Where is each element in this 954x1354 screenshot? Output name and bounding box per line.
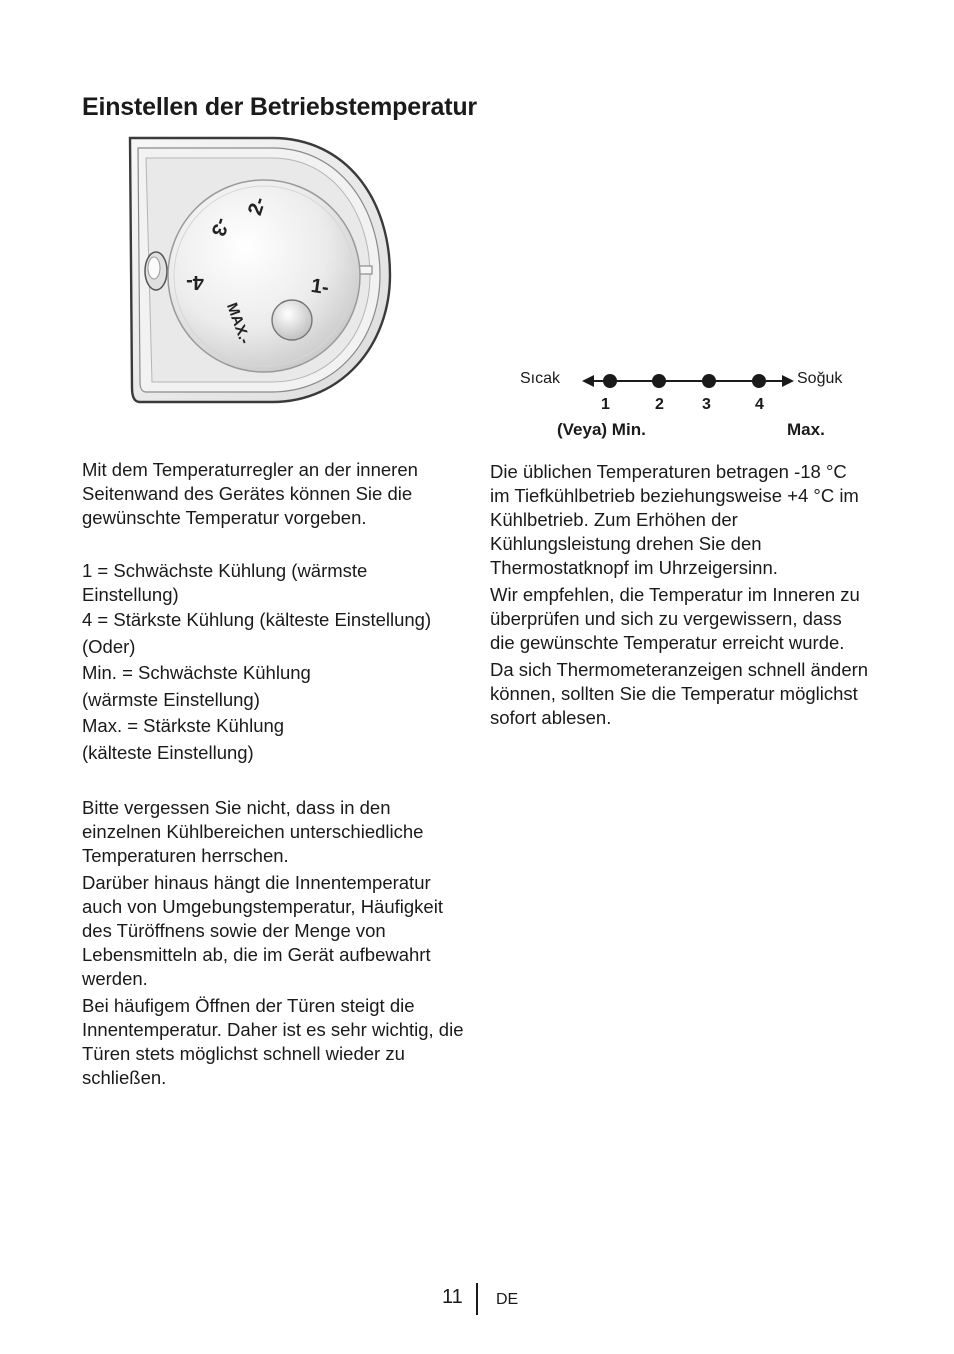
setting-item: (kälteste Einstellung) <box>82 741 254 763</box>
setting-item: Min. = Schwächste Kühlung <box>82 662 311 684</box>
info-paragraph: Die üblichen Temperaturen betragen -18 °C im Tiefkühlbetrieb beziehungsweise +4 °C im Kühlbetrieb. Zum Erhöhen der Kühlungsleistung drehen Sie den Thermostatknopf im Uhrzeigersinn. <box>490 461 859 578</box>
note-paragraph: Darüber hinaus hängt die Innentemperatur auch von Umgebungstemperatur, Häufigkeit des Türöffnens sowie der Menge von Lebensmitteln ab, die im Gerät aufbewahrt werden. <box>82 871 443 989</box>
scale-number-4: 4 <box>755 396 764 413</box>
left-column <box>82 458 467 1090</box>
dial-label-1: 1- <box>309 274 331 300</box>
scale-dot-2 <box>652 374 666 388</box>
intro-paragraph: Mit dem Temperaturregler an der inneren Seitenwand des Gerätes können Sie die gewünschte Temperatur vorgeben. <box>82 459 418 528</box>
scale-cold-label: Soğuk <box>797 370 843 387</box>
setting-item: (wärmste Einstellung) <box>82 688 260 710</box>
temperature-scale-line <box>578 370 798 392</box>
scale-dot-3 <box>702 374 716 388</box>
info-paragraph: Wir empfehlen, die Temperatur im Inneren zu überprüfen und sich zu vergewissern, dass die gewünschte Temperatur erreicht wurde. <box>490 584 860 653</box>
scale-number-1: 1 <box>601 396 610 413</box>
footer-divider <box>476 1283 478 1315</box>
info-paragraph: Da sich Thermometeranzeigen schnell ändern können, sollten Sie die Temperatur möglichst sofort ablesen. <box>490 659 869 728</box>
scale-max-label: Max. <box>787 420 825 439</box>
note-paragraph: Bitte vergessen Sie nicht, dass in den einzelnen Kühlbereichen unterschiedliche Temperaturen herrschen. <box>82 796 424 866</box>
settings-list <box>82 559 467 767</box>
setting-item: (Oder) <box>82 635 136 657</box>
page-title: Einstellen der Betriebstemperatur <box>82 92 477 121</box>
scale-warm-label: Sıcak <box>520 370 561 387</box>
scale-number-3: 3 <box>702 396 711 413</box>
setting-item: 1 = Schwächste Kühlung (wärmste Einstellung) <box>82 560 368 605</box>
dial-label-max: MAX.- <box>222 300 254 347</box>
page-number: 11 <box>442 1286 463 1308</box>
arrow-left-icon <box>582 375 594 387</box>
scale-min-label: (Veya) Min. <box>557 420 646 439</box>
scale-dot-4 <box>752 374 766 388</box>
language-code: DE <box>496 1291 519 1308</box>
setting-item: 4 = Stärkste Kühlung (kälteste Einstellung) <box>82 609 432 630</box>
dial-label-2: 2- <box>244 194 271 219</box>
right-column <box>490 460 870 730</box>
setting-item: Max. = Stärkste Kühlung <box>82 715 285 737</box>
arrow-right-icon <box>782 375 794 387</box>
dial-label-4: 4- <box>186 271 204 293</box>
scale-dot-1 <box>603 374 617 388</box>
scale-number-2: 2 <box>655 396 664 413</box>
dial-label-3: -3 <box>206 214 233 239</box>
thermostat-dial-illustration <box>122 130 397 410</box>
note-paragraph: Bei häufigem Öffnen der Türen steigt die Innentemperatur. Daher ist es sehr wichtig, die Türen stets möglichst schnell wieder zu schließen. <box>82 994 464 1088</box>
